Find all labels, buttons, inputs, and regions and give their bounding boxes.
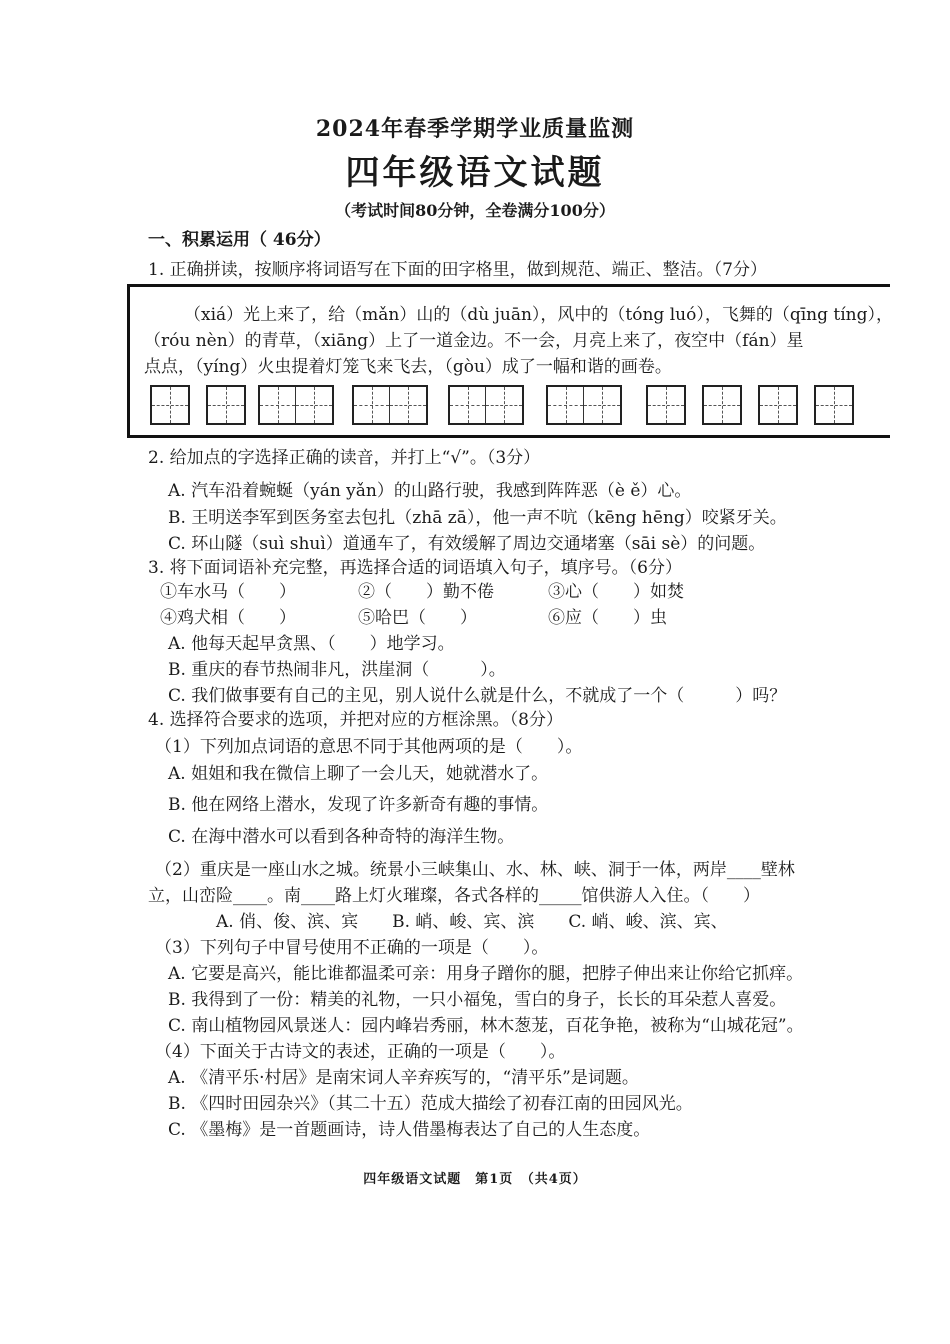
q3-word-3: ③心（ ）如焚 [548,582,684,602]
q2-option-a: A. 汽车沿着蜿蜒（yán yǎn）的山路行驶，我感到阵阵恶（è ě）心。 [168,481,692,501]
q3-word-4: ④鸡犬相（ ） [160,608,296,628]
tianzige-group-2[interactable] [206,385,246,425]
q3-stem: 3. 将下面词语补充完整，再选择合适的词语填入句子，填序号。（6分） [148,558,682,578]
q4-4-stem: （4）下面关于古诗文的表述，正确的一项是（ ）。 [155,1042,566,1062]
q1-stem: 1. 正确拼读，按顺序将词语写在下面的田字格里，做到规范、端正、整洁。（7分） [148,260,767,280]
q3-word-1: ①车水马（ ） [160,582,296,602]
q4-3-option-b: B. 我得到了一份：精美的礼物，一只小福兔，雪白的身子，长长的耳朵惹人喜爱。 [168,990,787,1010]
q4-stem: 4. 选择符合要求的选项，并把对应的方框涂黑。（8分） [148,710,563,730]
q4-3-stem: （3）下列句子中冒号使用不正确的一项是（ ）。 [155,938,549,958]
q4-1-option-a: A. 姐姐和我在微信上聊了一会儿天，她就潜水了。 [168,764,549,784]
q3-sentence-a: A. 他每天起早贪黑、（ ）地学习。 [168,634,455,654]
q3-word-5: ⑤哈巴（ ） [358,608,477,628]
tianzige-group-9[interactable] [758,385,798,425]
exam-title-main: 四年级语文试题 [345,153,605,193]
q1-box-line3: 点点，（yíng）火虫提着灯笼飞来飞去，（gòu）成了一幅和谐的画卷。 [144,357,672,377]
tianzige-group-3[interactable] [258,385,334,425]
exam-title-line1: 2024年春季学期学业质量监测 [315,116,635,142]
q3-sentence-c: C. 我们做事要有自己的主见，别人说什么就是什么，不就成了一个（ ）吗？ [168,686,787,706]
q1-box-line1: （xiá）光上来了，给（mǎn）山的（dù juān），风中的（tóng luó），飞舞的（qīng tíng）， [184,305,893,325]
q4-1-option-c: C. 在海中潜水可以看到各种奇特的海洋生物。 [168,827,515,847]
tianzige-group-5[interactable] [448,385,524,425]
q4-3-option-c: C. 南山植物园风景迷人：园内峰岩秀丽，林木葱茏，百花争艳，被称为“山城花冠”。 [168,1016,804,1036]
q1-box-line2: （róu nèn）的青草，（xiāng）上了一道金边。不一会，月亮上来了，夜空中（fán）星 [144,331,804,351]
page-footer: 四年级语文试题 第1页 （共4页） [363,1172,587,1187]
tianzige-group-4[interactable] [352,385,428,425]
q2-option-c: C. 环山隧（suì shuì）道通车了，有效缓解了周边交通堵塞（sāi sè）的问题。 [168,534,766,554]
q1-pinyin-box [127,284,893,438]
q3-word-2: ②（ ）勤不倦 [358,582,494,602]
q3-sentence-b: B. 重庆的春节热闹非凡，洪崖洞（ ）。 [168,660,506,680]
q4-4-option-a: A. 《清平乐·村居》是南宋词人辛弃疾写的，“清平乐”是词题。 [168,1068,639,1088]
q4-2-line2: 立，山峦险____。南____路上灯火璀璨，各式各样的_____馆供游人入住。（ ） [148,886,760,906]
exam-subtitle: （考试时间80分钟，全卷满分100分） [335,201,615,220]
tianzige-group-1[interactable] [150,385,190,425]
q2-option-b: B. 王明送李军到医务室去包扎（zhā zā），他一声不吭（kēng hēng）咬紧牙关。 [168,508,787,528]
q4-2-choices: A. 俏、俊、滨、宾 B. 峭、峻、宾、滨 C. 峭、峻、滨、宾、 [216,912,728,932]
q2-stem: 2. 给加点的字选择正确的读音，并打上“√”。（3分） [148,448,541,468]
q4-3-option-a: A. 它要是高兴，能比谁都温柔可亲：用身子蹭你的腿，把脖子伸出来让你给它抓痒。 [168,964,804,984]
q4-4-option-c: C. 《墨梅》是一首题画诗，诗人借墨梅表达了自己的人生态度。 [168,1120,651,1140]
tianzige-group-6[interactable] [546,385,622,425]
q4-1-option-b: B. 他在网络上潜水，发现了许多新奇有趣的事情。 [168,795,549,815]
tianzige-group-10[interactable] [814,385,854,425]
q4-1-stem: （1）下列加点词语的意思不同于其他两项的是（ ）。 [155,737,583,757]
section1-heading: 一、积累运用（ 46分） [148,230,331,250]
q3-word-6: ⑥应（ ）虫 [548,608,667,628]
tianzige-group-8[interactable] [702,385,742,425]
tianzige-group-7[interactable] [646,385,686,425]
q4-4-option-b: B. 《四时田园杂兴》（其二十五）范成大描绘了初春江南的田园风光。 [168,1094,693,1114]
q4-2-line1: （2）重庆是一座山水之城。统景小三峡集山、水、林、峡、洞于一体，两岸____壁林 [155,860,795,880]
